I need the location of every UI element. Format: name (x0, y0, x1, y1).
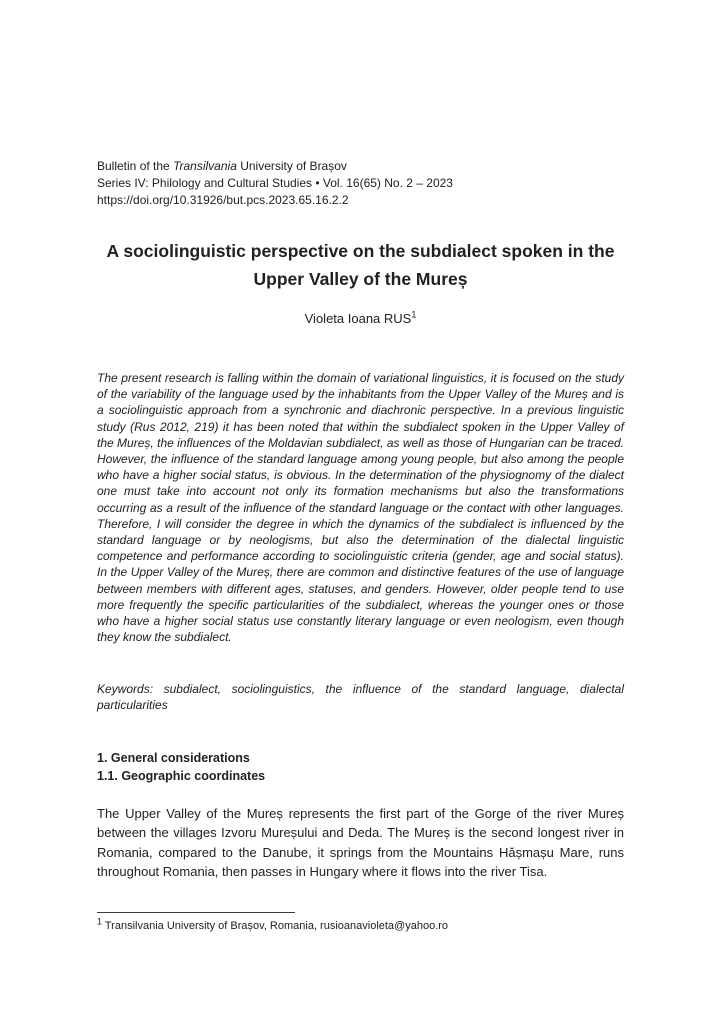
journal-name-suffix: University of Brașov (236, 159, 347, 173)
journal-series-line: Series IV: Philology and Cultural Studies • Vol. 16(65) No. 2 – 2023 (97, 176, 453, 190)
author-name: Violeta Ioana RUS (304, 311, 412, 326)
journal-name-prefix: Bulletin of the (97, 159, 174, 173)
section-heading-geographic-coordinates: 1.1. Geographic coordinates (97, 768, 266, 783)
footnote (97, 916, 624, 934)
body-paragraph: The Upper Valley of the Mureș represents the first part of the Gorge of the river Mureș between the villages Izvoru Mureșului and Deda. The Mureș is the second longest river in Romania, compared to the Danube, it springs from the Mountains Hășmașu Mare, runs throughout Romania, then passes in Hungary where it flows into the river Tisa. (97, 806, 624, 880)
paper-title: A sociolinguistic perspective on the subdialect spoken in the Upper Valley of the Mureș (106, 241, 615, 289)
author-footnote-mark: 1 (411, 309, 417, 320)
journal-header (97, 158, 624, 209)
footnote-separator (97, 912, 295, 913)
doi-link: https://doi.org/10.31926/but.pcs.2023.65.16.2.2 (97, 193, 349, 207)
footnote-mark: 1 (97, 916, 103, 927)
journal-university-name: Transilvania (173, 159, 237, 173)
author-line (97, 311, 624, 326)
abstract-paragraph: The present research is falling within the domain of variational linguistics, it is focused on the study of the variability of the language used by the inhabitants from the Upper Valley of the Mureș and is a sociolinguistic approach from a synchronic and diachronic perspective. In a previous linguistic study (Rus 2012, 219) it has been noted that within the subdialect spoken in the Upper Valley of the Mureș, the influences of the Moldavian subdialect, as well as those of Hungarian can be traced. However, the influence of the standard language among young people, but also among the people who have a higher social status, is obvious. In the determination of the physiognomy of the dialect one must take into account not only its formation mechanisms but also the transformations occurring as a result of the influence of the standard language or the contact with other languages. Therefore, I will consider the degree in which the dynamics of the subdialect is influenced by the standard language or by neologisms, but also the determination of the dialectal linguistic competence and performance according to sociolinguistic criteria (gender, age and social status). In the Upper Valley of the Mureș, there are common and distinctive features of the use of language between members with different ages, statuses, and genders. However, older people tend to use more frequently the specific particularities of the subdialect, whereas the younger ones or those who have a higher social status use constantly literary language or even neologism, even though they know the subdialect. (97, 371, 624, 645)
section-headings (97, 750, 624, 785)
keywords-paragraph: Keywords: subdialect, sociolinguistics, the influence of the standard language, dialectal particularities (97, 682, 624, 713)
section-heading-general-considerations: 1. General considerations (97, 751, 250, 765)
footnote-text: Transilvania University of Brașov, Romania, rusioanavioleta@yahoo.ro (102, 920, 449, 932)
journal-header-line1 (97, 158, 624, 175)
